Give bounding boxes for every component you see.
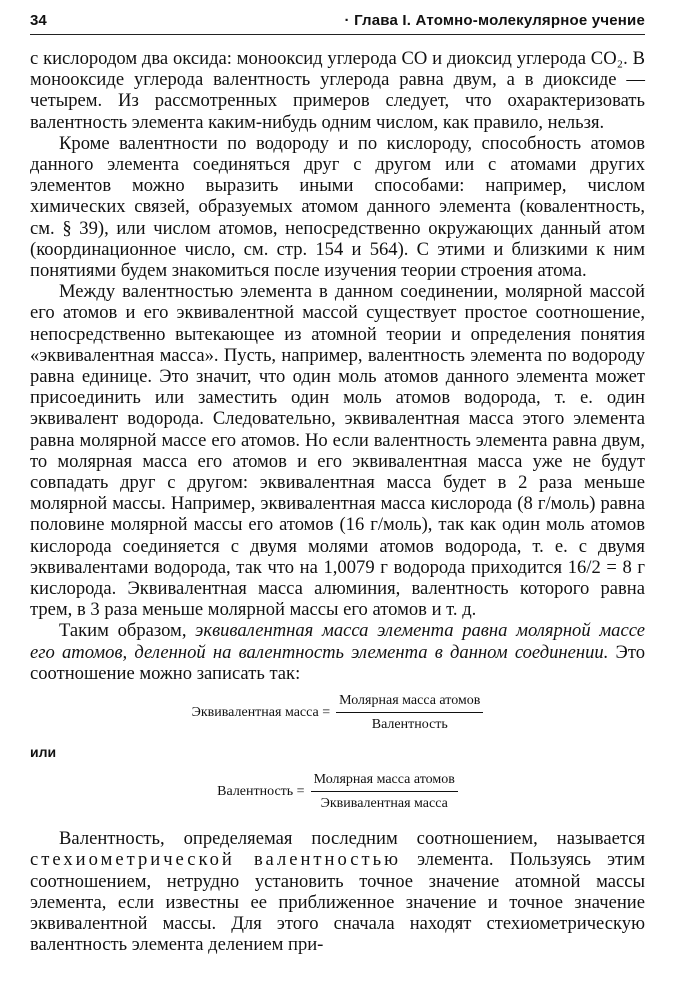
paragraph-5-lead: Валентность, определяемая последним соотношением, называется [59, 828, 645, 850]
definition-italic: эквивалентная масса элемента равна молярной массе его атомов, деленной на валентность элемента в данном соединении. [30, 620, 645, 663]
formula-2-fraction [311, 769, 458, 814]
paragraph-5 [30, 828, 645, 955]
chapter-title: · Глава I. Атомно-молекулярное учение [344, 12, 645, 29]
paragraph-4-lead: Таким образом, [59, 620, 187, 642]
paragraph-4-tail: Это соотношение можно записать так: [30, 641, 645, 684]
formula-valence [30, 769, 645, 814]
formula-1-fraction [336, 690, 483, 735]
formula-2-numerator: Молярная масса атомов [311, 769, 458, 792]
formula-1-numerator: Молярная масса атомов [336, 690, 483, 713]
paragraph-4 [30, 620, 645, 684]
formula-equivalent-mass [30, 690, 645, 735]
paragraph-3: Между валентностью элемента в данном соединении, молярной массой его атомов и его эквивалентной массой существует простое соотношение, непосредственно вытекающее из атомной теории и определения понятия «эквивалентная масса». Пусть, например, валентность элемента по водороду равна единице. Это значит, что один моль атомов данного элемента может присоединить или заместить один моль атомов водорода, т. е. один эквивалент водорода. Следовательно, эквивалентная масса этого элемента равна молярной массе его атомов. Но если валентность элемента равна двум, то молярная масса его атомов и его эквивалентная масса уже не будут совпадать друг с другом: эквивалентная масса будет в 2 раза меньше молярной массы. Например, эквивалентная масса кислорода (8 г/моль) равна половине молярной массы его атомов (16 г/моль), так как один моль атомов кислорода соединяется с двумя молями атомов водорода, т. е. с двумя эквивалентами водорода, так что на 1,0079 г водорода приходится 16/2 = 8 г кислорода. Эквивалентная масса алюминия, валентность которого равна трем, в 3 раза меньше молярной массы его атомов и т. д. [30, 281, 645, 621]
formula-2-denominator: Эквивалентная масса [320, 795, 448, 811]
running-header [30, 8, 645, 35]
term-spaced: стехиометрической валентностью [30, 849, 402, 871]
formula-1-denominator: Валентность [371, 717, 448, 733]
formula-2-lhs: Валентность = [217, 783, 305, 799]
paragraph-1: с кислородом два оксида: монооксид углерода CO и диоксид углерода CO₂. В монооксиде углерода валентность углерода равна двум, а в диоксиде — четырем. Из рассмотренных примеров следует, что охарактеризовать валентность элемента каким-нибудь одним числом, как правило, нельзя. [30, 48, 645, 133]
connector-word: или [30, 743, 57, 760]
paragraph-2: Кроме валентности по водороду и по кислороду, способность атомов данного элемента соединяться друг с другом или с атомами других элементов можно выразить иными способами: например, числом химических связей, образуемых атомом данного элемента (ковалентность, см. § 39), или числом атомов, непосредственно окружающих данный атом (координационное число, см. стр. 154 и 564). С этими и близкими к ним понятиями будем знакомиться после изучения теории строения атома. [30, 132, 645, 282]
formula-1-lhs: Эквивалентная масса = [191, 705, 331, 721]
paragraph-5-tail: элемента. Пользуясь этим соотношением, нетрудно установить точное значение атомной массы элемента, если известны ее приближенное значение и точное значение эквивалентной массы. Для этого сначала находят стехиометрическую валентность элемента делением при- [30, 849, 645, 956]
body-text [30, 48, 645, 955]
page-number: 34 [30, 12, 47, 29]
